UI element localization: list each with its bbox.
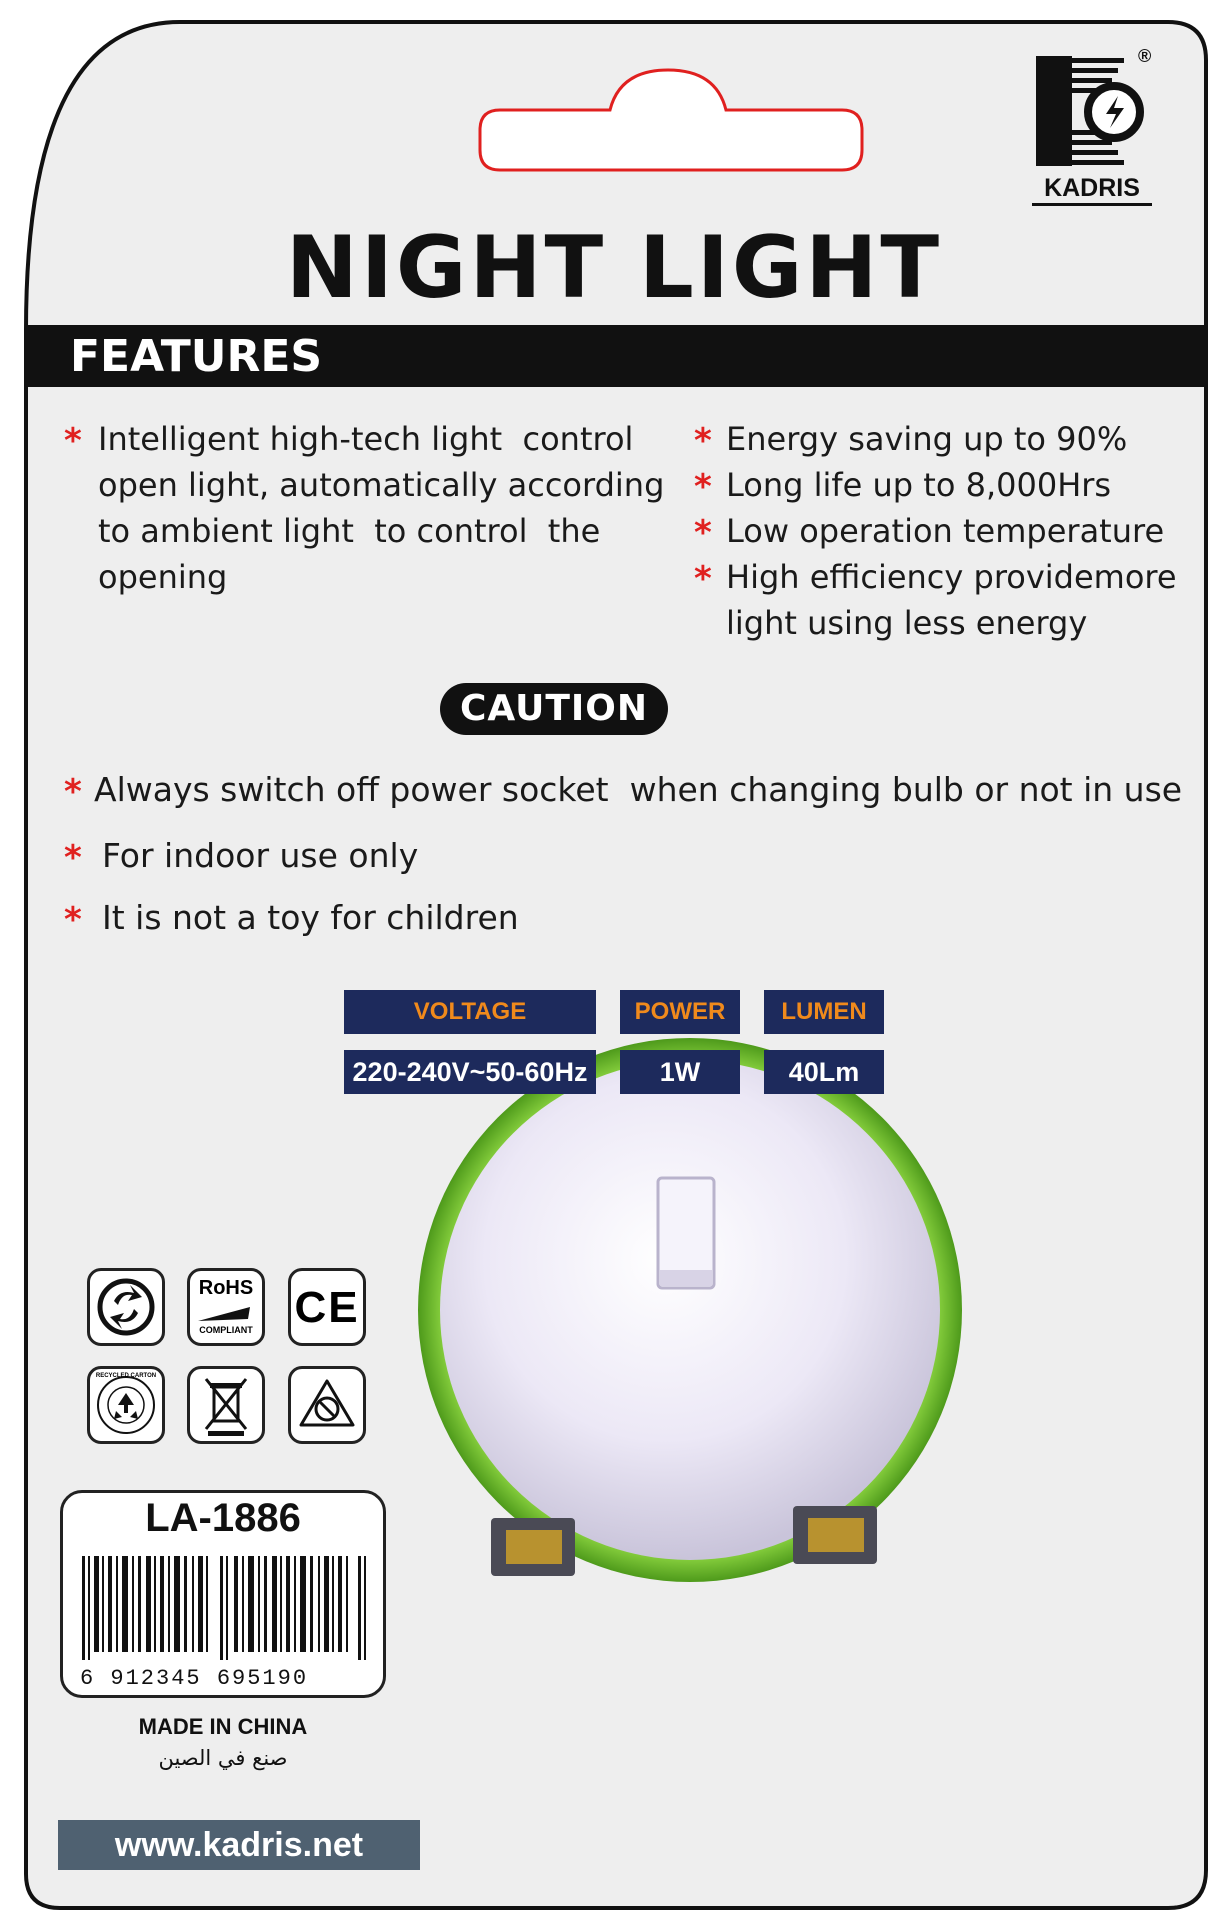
ce-mark-icon <box>288 1268 366 1346</box>
feature-line: Low operation temperature <box>726 512 1165 550</box>
feature-line: opening <box>98 558 228 596</box>
bullet-star-icon: * <box>694 421 712 461</box>
caution-text: For indoor use only <box>102 836 419 875</box>
barcode-number: 6 912345 695190 <box>80 1666 309 1691</box>
feature-line: Long life up to 8,000Hrs <box>726 466 1112 504</box>
bullet-star-icon: * <box>64 421 82 461</box>
recycle-symbol <box>90 1369 162 1441</box>
caution-text: Always switch off power socket when changing bulb or not in use <box>94 770 1183 809</box>
bullet-star-icon: * <box>694 513 712 553</box>
triangle-warning-symbol <box>291 1369 363 1441</box>
brand-name: KADRIS <box>1032 174 1152 206</box>
rohs-icon <box>187 1268 265 1346</box>
bullet-star-icon: * <box>64 838 82 878</box>
spec-lumen-value: 40Lm <box>764 1050 884 1094</box>
no-toy-icon <box>288 1366 366 1444</box>
brand-logo-mark <box>1032 52 1152 172</box>
feature-line: to ambient light to control the <box>98 512 601 550</box>
rohs-label: RoHS <box>198 1277 254 1299</box>
bullet-star-icon: * <box>64 900 82 940</box>
rohs-compliant-label: COMPLIANT <box>199 1325 253 1335</box>
spec-power-label: POWER <box>620 990 740 1034</box>
feature-line: Energy saving up to 90% <box>726 420 1128 458</box>
website-url: www.kadris.net <box>58 1820 420 1870</box>
spec-voltage-value: 220-240V~50-60Hz <box>344 1050 596 1094</box>
product-title: NIGHT LIGHT <box>285 218 943 318</box>
recycled-carton-icon <box>87 1366 165 1444</box>
green-dot-icon <box>87 1268 165 1346</box>
ce-label: CE <box>294 1283 360 1332</box>
rohs-check-shape <box>190 1301 262 1325</box>
made-in-arabic-label: صنع في الصين <box>158 1746 288 1770</box>
spec-voltage-label: VOLTAGE <box>344 990 596 1034</box>
feature-line: Intelligent high-tech light control <box>98 420 634 458</box>
bullet-star-icon: * <box>64 772 82 812</box>
weee-bin-icon <box>187 1366 265 1444</box>
feature-line: High efficiency providemore <box>726 558 1177 596</box>
caution-text: It is not a toy for children <box>102 898 519 937</box>
brand-logo <box>1032 46 1152 208</box>
bullet-star-icon: * <box>694 467 712 507</box>
spec-lumen-label: LUMEN <box>764 990 884 1034</box>
crossed-bin-symbol <box>190 1369 262 1441</box>
green-dot-symbol <box>90 1271 162 1343</box>
made-in-label: MADE IN CHINA <box>138 1714 308 1739</box>
recycled-carton-label: RECYCLED CARTON <box>95 1373 157 1379</box>
feature-line: open light, automatically according <box>98 466 665 504</box>
features-heading: FEATURES <box>70 331 323 382</box>
barcode <box>82 1556 368 1660</box>
spec-power-value: 1W <box>620 1050 740 1094</box>
feature-line: light using less energy <box>726 604 1088 642</box>
registered-mark: ® <box>1138 46 1152 66</box>
caution-heading: CAUTION <box>440 683 668 735</box>
bullet-star-icon: * <box>694 559 712 599</box>
model-number: LA-1886 <box>145 1496 301 1540</box>
